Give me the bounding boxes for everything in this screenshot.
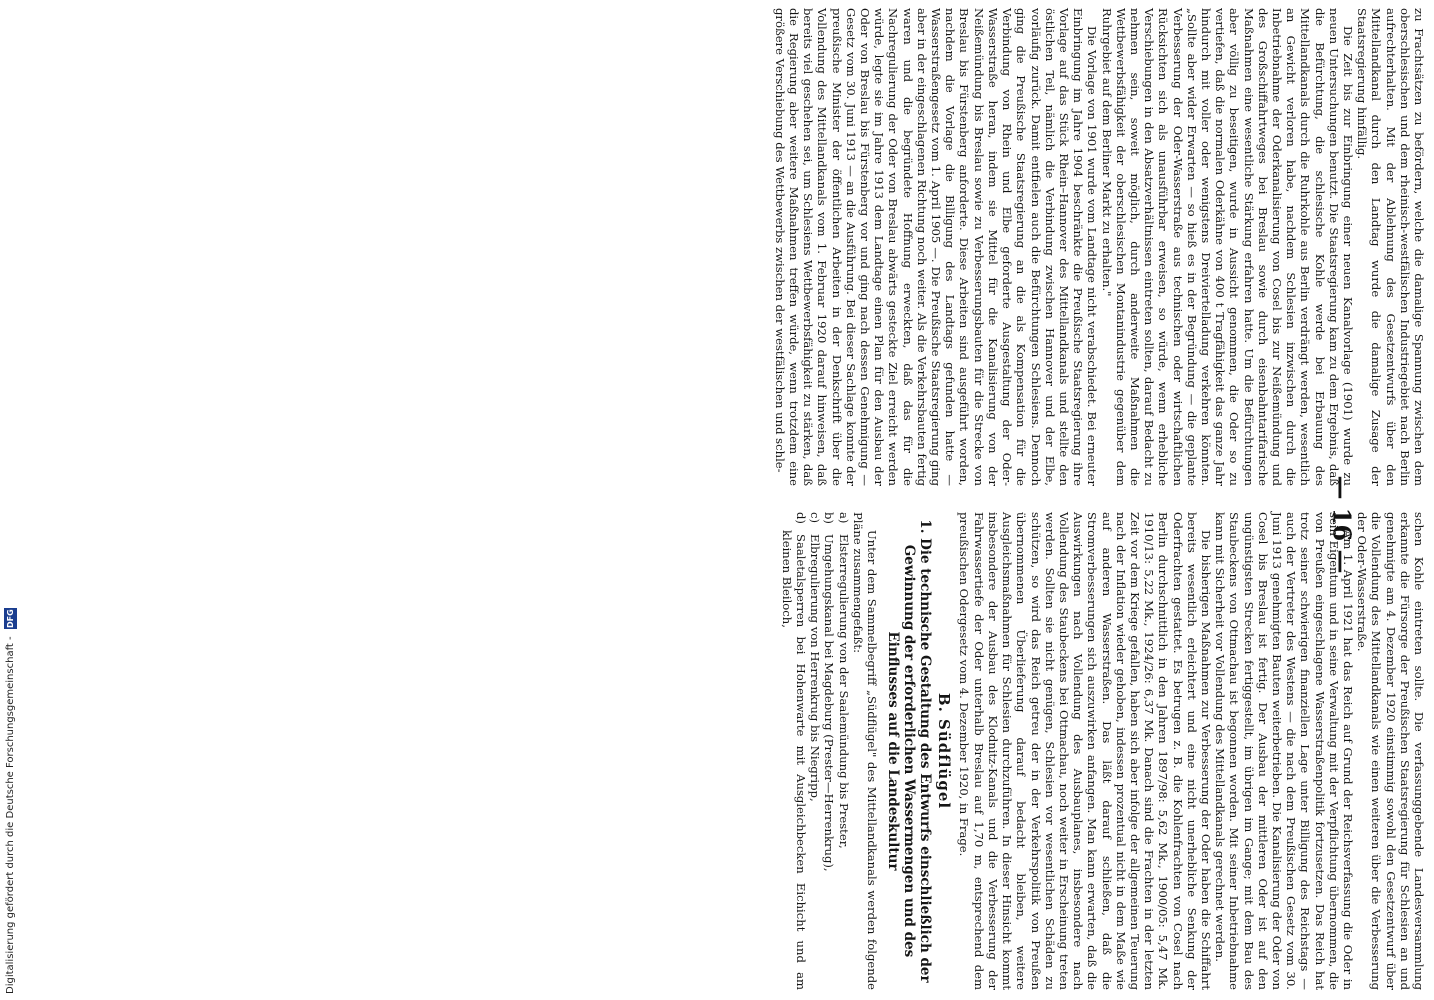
page-number-overlay [1322, 475, 1362, 574]
paragraph: schen Kohle eintreten sollte. Die verfassunggebende Landesversammlung erkannte die Fürsorge der Preußischen Staatsregierung für Schlesien an und genehmigte am 4. Dezember 1920 einstimmig sowohl den Gesetzentwurf über die Vollendung des Mittellandkanals wie einen weiteren über die Verbesserung der Oder-Wasserstraße. [1355, 512, 1426, 990]
section-subheading: 1. Die technische Gestaltung des Entwurfs einschließlich der Gewinnung der erforderlichen Wassermengen und des Einflusses auf die Landeskultur [885, 519, 934, 983]
list-item: a)Elsterregulierung von der Saalemündung bis Prester, [836, 512, 851, 849]
paragraph: Am 1. April 1921 hat das Reich auf Grund der Reichsverfassung die Oder in sein Eigentum und in seine Verwaltung mit der Verpflichtung übernommen, die von Preußen eingeschlagene Wasserstraßenpolitik fortzusetzen. Das Reich hat trotz seiner schwierigen finanziellen Lage unter Billigung des Reichstags — auch der Vertreter des Westens — die nach dem Preußischen Gesetz vom 30. Juni 1913 genehmigten Bauten weiterbetrieben. Die Kanalisierung der Oder von Cosel bis Breslau ist fertig. Der Ausbau der mittleren Oder ist auf den ungünstigsten Strecken fertiggestellt, im übrigen im Gange; mit dem Bau des Staubeckens von Ottmachau ist begonnen worden. Mit seiner Inbetriebnahme kann mit Sicherheit vor Vollendung des Mittellandkanals gerechnet werden. [1213, 512, 1355, 990]
column-second [4, 520, 294, 990]
list-item: d)Saaletalsperren bei Hohenwarte mit Ausgleichbecken Eichicht und am kleinen Bleiloch, [779, 512, 809, 990]
column-b [344, 512, 1426, 990]
digitization-credit [4, 4, 17, 994]
paragraph: Unter dem Sammelbegriff „Südflügel" des Mittellandkanals werden folgende Pläne zusammengefaßt: [850, 512, 880, 990]
column-a [344, 8, 1426, 486]
section-heading: B. Südflügel [935, 692, 954, 810]
credit-text: Digitalisierung gefördert durch die Deutsche Forschungsgemeinschaft - [5, 636, 16, 994]
paragraph: Die bisherigen Maßnahmen zur Verbesserung der Oder haben die Schiffahrt bereits wesentlich erleichtert und eine nicht unerhebliche Senkung der Oderfrachten gestattet. Es betrugen z. B. die Kohlenfrachten von Cosel nach Berlin durchschnittlich in den Jahren 1897/98: 5,62 Mk., 1900/05: 5,47 Mk. 1910/13: 5,22 Mk., 1924/26: 6,37 Mk. Danach sind die Frachten in der letzten Zeit vor dem Kriege gefallen, haben sich aber infolge der allgemeinen Teuerung nach der Inflation wieder gehoben, indessen prozentual nicht in dem Maße wie auf anderen Wasserstraßen. Das läßt darauf schließen, daß die Stromverbesserungen sich auszuwirken anfangen. Man kann erwarten, daß die Auswirkungen nach Vollendung des Ausbauplanes, insbesondere nach Vollendung des Staubeckens bei Ottmachau, noch weiter in Erscheinung treten werden. Sollten sie nicht genügen, Schlesien vor wesentlichen Schäden zu schützen, so wird das Reich getreu der in der Verkehrspolitik von Preußen übernommenen Überlieferung darauf bedacht bleiben, weitere Ausgleichsmaßnahmen für Schlesien durchzuführen. In dieser Hinsicht kommt insbesondere der Ausbau des Klodnitz-Kanals und die Verbesserung der Fahrwassertiefe der Oder unterhalb Breslau auf 1,70 m, entsprechend dem preußischen Odergesetz vom 4. Dezember 1920, in Frage. [957, 512, 1213, 990]
page-number: — 16 — [1327, 475, 1357, 574]
list-item: b)Umgehungskanal bei Magdeburg (Prester—Herrenkrug), [822, 512, 837, 872]
paragraph: zu Frachtsätzen zu befördern, welche die damalige Spannung zwischen dem oberschlesischen und dem rheinisch-westfälischen Industriegebiet nach Berlin aufrechterhalten. Mit der Ablehnung des Gesetzentwurfs über den Mittellandkanal durch den Landtag wurde die damalige Zusage der Staatsregierung hinfällig. [1355, 8, 1426, 486]
paragraph: Die Vorlage von 1901 wurde vom Landtage nicht verabschiedet. Bei erneuter Einbringung im Jahre 1904 beschränkte die Preußische Staatsregierung ihre Vorlage auf das Stück Rhein–Hannover des Mittellandkanals und stellte den östlichen Teil, nämlich die Verbindung zwischen Hannover und der Elbe, vorläufig zurück. Damit entfielen auch die Befürchtungen Schlesiens. Dennoch ging die Preußische Staatsregierung an die als Kompensation für die Verbindung von Rhein und Elbe geforderte Ausgestaltung der Oder-Wasserstraße heran, indem sie Mittel für die Kanalisierung von der Neißemündung bis Breslau sowie zu Verbesserungsbauten für die Strecke von Breslau bis Fürstenberg anforderte. Diese Arbeiten sind ausgeführt worden, nachdem die Vorlage die Billigung des Landtags gefunden hatte — Wasserstraßengesetz vom 1. April 1905 —. Die Preußische Staatsregierung ging aber in der eingeschlagenen Richtung noch weiter. Als die Verkehrsbauten fertig waren und die begründete Hoffnung erweckten, daß das für die Nachregulierung der Oder von Breslau abwärts gesteckte Ziel erreicht werden würde, legte sie im Jahre 1913 dem Landtage einen Plan für den Ausbau der Oder von Breslau bis Fürstenberg vor und ging nach dessen Genehmigung — Gesetz vom 30. Juni 1913 — an die Ausführung. Bei dieser Sachlage konnte der preußische Minister der öffentlichen Arbeiten in der Denkschrift über die Vollendung des Mittellandkanals vom 1. Februar 1920 darauf hinweisen, daß bereits viel geschehen sei, um Schlesiens Wettbewerbsfähigkeit zu stärken, daß die Regierung aber weitere Maßnahmen treffen würde, wenn trotzdem eine größere Verschiebung des Wettbewerbs zwischen der westfälischen und schle- [772, 8, 1100, 486]
paragraph: Die Zeit bis zur Einbringung einer neuen Kanalvorlage (1901) wurde zu neuen Untersuchungen benutzt. Die Staatsregierung kam zu dem Ergebnis, daß die Befürchtung, die schlesische Kohle werde bei Erbauung des Mittellandkanals durch die Ruhrkohle aus Berlin verdrängt werden, wesentlich an Gewicht verloren habe, nachdem Schlesien inzwischen durch die Inbetriebnahme der Oderkanalisierung von Cosel bis zur Neißemündung und des Großschiffahrtweges bei Breslau sowie durch eisenbahntarifarische Maßnahmen eine wesentliche Stärkung erfahren hatte. Um die Befürchtungen aber völlig zu beseitigen, wurde in Aussicht genommen, die Oder so zu vertiefen, daß die normalen Oderkähne von 400 t Tragfähigkeit das ganze Jahr hindurch mit voller oder wenigstens Dreiviertelladung verkehren könnten. „Sollte aber wider Erwarten — so hieß es in der Begründung — die geplante Verbesserung der Oder-Wasserstraße aus technischen oder wirtschaftlichen Rücksichten sich als unausführbar erweisen, so würde, wenn erhebliche Verschiebungen in den Absatzverhältnissen eintreten sollten, darauf Bedacht zu nehmen sein, soweit möglich, durch anderweite Maßnahmen die Wettbewerbsfähigkeit der oberschlesischen Montanindustrie gegenüber dem Ruhrgebiet auf dem Berliner Markt zu erhalten." [1099, 8, 1355, 486]
list-item: c)Elbregulierung von Herrenkrug bis Niegripp, [808, 512, 823, 802]
column-first-upright [4, 8, 294, 488]
dfg-logo: DFG [6, 609, 15, 629]
